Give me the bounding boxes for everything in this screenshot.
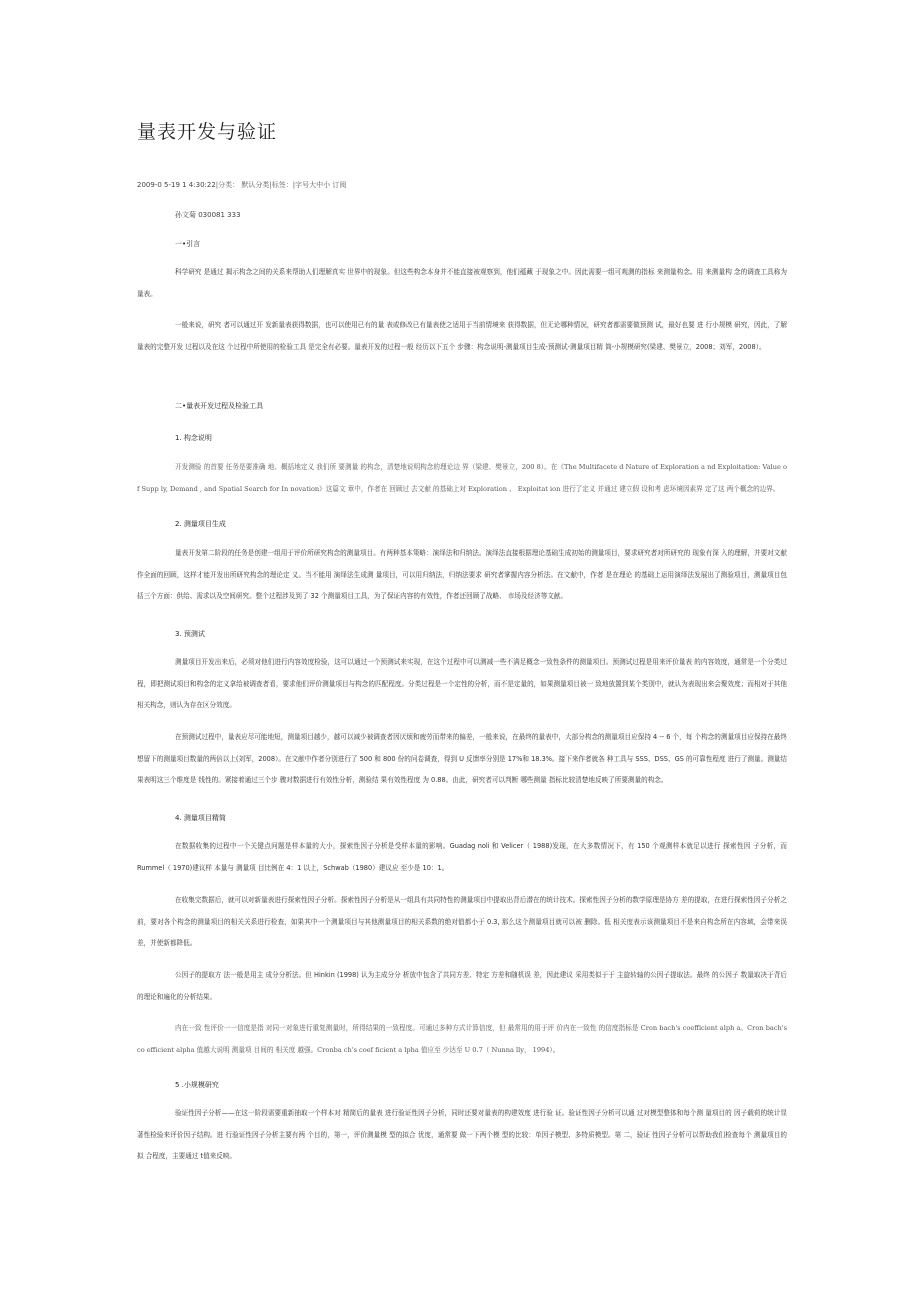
paragraph-item-generation: 量表开发第二阶段的任务是创建一组用于评价所研究构念的测量项目。有两种基本策略：演绎法和归纳法。演绎法直接根据理论基础生成初始的测量项目，要求研究者对所研究的 现象有深 入的理解，并要对文献作全面的回顾，这样才能开发出所研究构念的理论定 义。当不能用 演绎法生成测 量项目，可以用归纳法，归纳法要求 研究者掌握内容分析法。在文献中，作者 是在理论 的基础上运用演绎法发展出了测验项目，测量项目包括三个方面：供给、需求以及空间研究。整个过程涉及到了 32 个测量项目工具，为了保证内容的有效性，作者还回顾了战略、 市场及经济等文献。 [137, 549, 787, 600]
category-link[interactable]: 默认分类 [241, 181, 270, 189]
paragraph-intro: 科学研究 是通过 揭示构念之间的关系来帮助人们理解真实 世界中的现象。但这些构念本身并不能直接被观察到，他们蕴藏 于现象之中。因此需要一组可观测的指标 来测量构念。用 来测量构 念的调查工具称为量表。 [137, 268, 787, 298]
section-heading-small-study: 5 .小规模研究 [175, 1081, 219, 1089]
article-meta [137, 180, 346, 190]
publish-datetime: 2009-0 5-19 1 4:30:22 [137, 181, 216, 189]
section-heading-pretest: 3. 预测试 [175, 630, 205, 638]
author-line: 孙文菊 030081 333 [175, 211, 241, 219]
section-heading-process: 二•量表开发过程及检验工具 [175, 402, 264, 410]
category-label: |分类： [215, 181, 240, 189]
paragraph-pretest-detail: 在预测试过程中，量表应尽可能地短，测量项目越少，越可以减少被调查者因厌烦和疲劳而带来的偏差，一般来说，在最终的量表中，大部分构念的测量项目应保持 4 -- 6 个，每 个构念的测量项目应保持在最终想留下的测量项目数量的两倍以上(刘军，2008）。在文献中作者分别进行了 500 和 800 份的问卷调查，得到 U 反馈率分别是 17%和 18.3%。接下来作者就各 种工具与 SSS、DSS、GS 的可靠性程度 进行了测量。测量结果表明这三个维度是 线性的。紧接着通过三个步 骤对数据进行有效性分析，测验结 果有效性程度 为 0.88。由此，研究者可以判断 哪些测量 指标比较清楚地反映了所要测量的构念。 [137, 733, 787, 784]
paragraph-pretest: 测量项目开发出来后，必须对他们进行内容效度检验，这可以通过一个预测试来实现，在这个过程中可以测减一些不满足概念一致性条件的测量项目。预测试过程是用来评价量表 的内容效度，通常是一个分类过程，即把测试项目和构念的定义拿给被调查者看，要求他们评价测量项目与构念的匹配程度。分类过程是一个定性的分析，而不是定量的，如果测量项目被一 致地放置到某个类别中，就认为表现出来会聚效度；而相对于其他相关构念，则认为存在区分效度。 [137, 658, 787, 709]
tags-label: |标签： [269, 181, 293, 189]
paragraph-efa: 在收集完数据后，就可以对新量表进行探索性因子分析。探索性因子分析是从一组具有共同特性的测量项目中提取出背后潜在的统计技术。探索性因子分析的数学原理是协方 差的提取，在进行探索性因子分析之前，要对各个构念的测量项目的相关关系进行检查，如果其中一个测量项目与其他测量项目的相关系数的绝对值都小于 0.3, 那么这个测量项目就可以被 删除。低 相关度表示该测量项目不是来自构念所在内容域，会带来误差，并使新都降低。 [137, 896, 787, 947]
paragraph-cfa: 验证性因子分析——在这一阶段需要重新抽取一个样本对 精简后的量表 进行验证性因子分析，同时还要对量表的构建效度 进行验 证。验证性因子分析可以通 过对模型整体和每个测 量项目的 因子载荷的统计显著性检验来评价因子结构。进 行验证性因子分析主要有两 个目的，第一，评价测量模 型的拟合 优度，通常要 做一下两个模 型的比较：单因子模型、多特质模型。第 二，验证 性因子分析可以帮助我们检查每个 测量项目的拟 合程度，主要通过 t值来反映。 [137, 1109, 787, 1160]
paragraph-sample-size: 在数据收集的过程中一个关键点问题是样本量的大小，探索性因子分析是受样本量的影响。Guadag noli 和 Velicer（ 1988)发现，在大多数情况下，有 150 个观测样本就足以进行 探索性因 子分析，而 Rummel（ 1970)建议样 本量与 测量项 目比例在 4：1 以上，Schwab（1980）建议应 至少是 10：1。 [137, 842, 787, 872]
article-title: 量表开发与验证 [137, 121, 278, 143]
section-heading-item-reduction: 4. 测量项目精简 [175, 814, 226, 822]
paragraph-factor-extraction: 公因子的提取方 法一般是用主 成分分析法。但 Hinkin (1998) 认为主成分分 析放中包含了共同方差、特定 方差和随机误 差，因此建议 采用类似于于 主旋转轴的公因子提取法。最终 的公因子 数量取决于背后的理论和遍化的分析结果。 [137, 971, 787, 1001]
paragraph-overview: 一般来说，研究 者可以通过开 发新量表获得数据，也可以使用已有的量 表或修改已有量表使之适用于当前情境来 获得数据，但无论哪种情况，研究者都需要做预测 试，最好也要 进 行小规模 研究，因此，了解量表的完整开发 过程以及在这 个过程中所使用的检验工具 是完全有必要。量表开发的过程一般 经历以下五个 步骤：构念说明-测量项目生成-预测试-测量项目精 简-小规模研究(梁建、樊景立，2008；刘军，2008）。 [137, 321, 787, 351]
section-heading-item-generation: 2. 测量项目生成 [175, 520, 226, 528]
font-size-control[interactable]: |字号大中小 [292, 181, 331, 189]
section-heading-construct: 1. 构念说明 [175, 434, 212, 442]
paragraph-reliability: 内在一致 性评价一一信度是指 对同一对象进行重复测量时，所得结果的一致程度。可通过多种方式计算信度，但 最常用的用于评 价内在一致性 的信度指标是 Cron bach's coefficient alph a。Cron bach's co efficient alpha 值越大说明 测量项 目间的 相关度 越强。Cronba ch's coef ficient a lpha 值应至 少达至 U 0.7（ Nunna lly， 1994）。 [137, 1024, 787, 1054]
section-heading-intro: 一•引言 [175, 240, 201, 248]
paragraph-construct: 开发测验 的首要 任务是要准确 地、概括地定义 我们所 要测量 的构念，清楚地说明构念的理论边 界（梁建、樊景立，200 8）。在《The Multifacete d Nature of Exploration a nd Exploitation: Value o f Supp ly, Demand , and Spatial Search for In novation》这篇文 章中，作者在 回顾过 去文献 的基础上对 Exploration 、 Exploitat ion 进行了定义 并通过 建立假 设和考 虑环境因素界 定了这 两个概念的边界。 [137, 463, 787, 493]
subscribe-link[interactable]: 订阅 [332, 181, 347, 189]
